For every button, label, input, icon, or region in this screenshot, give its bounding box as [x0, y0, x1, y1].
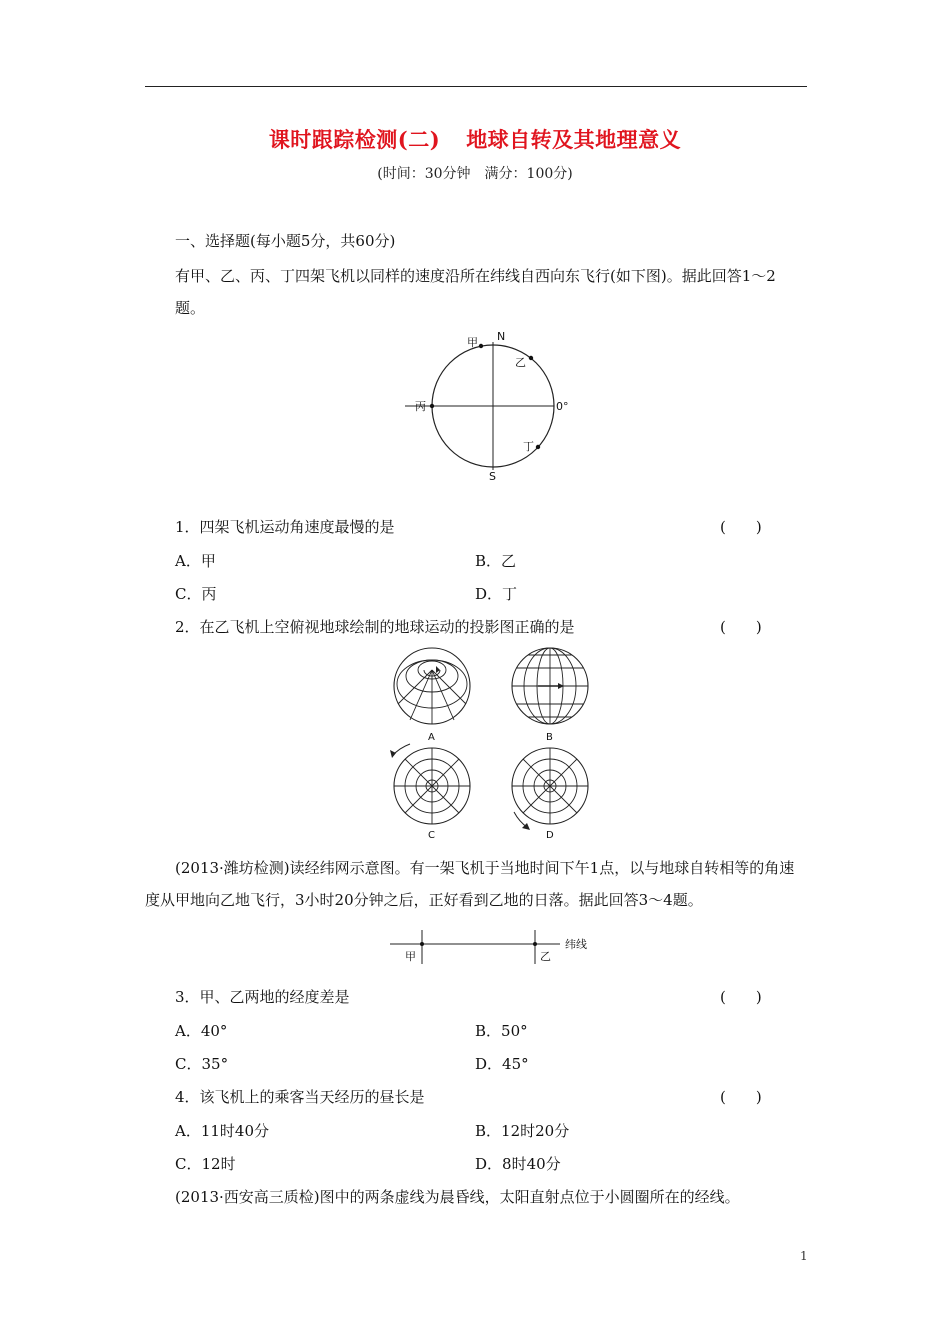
q1-option-a: A．甲: [175, 552, 216, 570]
label-north: N: [497, 330, 506, 343]
label-yi: 乙: [515, 356, 526, 369]
q4-answer-blank: ( ): [720, 1088, 762, 1106]
page-number: 1: [800, 1249, 808, 1263]
header-rule: [145, 86, 807, 87]
label-projection-b: B: [546, 732, 553, 743]
q4-option-b: B．12时20分: [475, 1122, 570, 1140]
intro-paragraph-2: (2013·潍坊检测)读经纬网示意图。有一架飞机于当地时间下午1点，以与地球自转相等的角速度从甲地向乙地飞行，3小时20分钟之后，正好看到乙地的日落。据此回答3～4题。: [145, 859, 795, 909]
label-projection-d: D: [546, 830, 554, 841]
point-yi: [533, 942, 537, 946]
title-part-2: 地球自转及其地理意义: [466, 127, 682, 152]
projection-d: [512, 748, 588, 830]
page-subtitle: (时间：30分钟 满分：100分): [377, 166, 573, 182]
label-jia: 甲: [467, 336, 478, 349]
point-jia: [420, 942, 424, 946]
label-south: S: [489, 470, 496, 483]
label-zero-degree: 0°: [556, 400, 569, 413]
title-part-1: 课时跟踪检测(二): [268, 127, 441, 152]
q1-stem: 1．四架飞机运动角速度最慢的是: [175, 518, 395, 536]
q3-answer-blank: ( ): [720, 988, 762, 1006]
q3-option-c: C．35°: [175, 1055, 229, 1073]
projection-b: [512, 648, 588, 724]
q4-stem: 4．该飞机上的乘客当天经历的昼长是: [175, 1088, 425, 1106]
label-jia: 甲: [405, 950, 416, 963]
q4-option-d: D．8时40分: [475, 1155, 561, 1173]
projection-a: [394, 648, 470, 724]
globe-figure: [405, 328, 590, 488]
q4-option-a: A．11时40分: [175, 1122, 270, 1140]
q1-answer-blank: ( ): [720, 518, 762, 536]
point-jia: [479, 344, 483, 348]
latitude-figure: [385, 926, 600, 966]
q1-option-d: D．丁: [475, 585, 518, 603]
point-bing: [430, 404, 434, 408]
point-yi: [529, 356, 533, 360]
page-title: [0, 124, 950, 154]
q4-option-c: C．12时: [175, 1155, 236, 1173]
intro-paragraph-1: 有甲、乙、丙、丁四架飞机以同样的速度沿所在纬线自西向东飞行(如下图)。据此回答1～2题。: [175, 267, 776, 317]
q2-stem: 2．在乙飞机上空俯视地球绘制的地球运动的投影图正确的是: [175, 618, 575, 636]
label-yi: 乙: [540, 950, 551, 963]
q3-option-d: D．45°: [475, 1055, 529, 1073]
q2-answer-blank: ( ): [720, 618, 762, 636]
label-bing: 丙: [415, 400, 426, 413]
projection-figure: [370, 644, 610, 844]
q3-option-b: B．50°: [475, 1022, 528, 1040]
label-projection-c: C: [428, 830, 435, 841]
q3-option-a: A．40°: [175, 1022, 228, 1040]
label-ding: 丁: [523, 440, 534, 453]
q3-stem: 3．甲、乙两地的经度差是: [175, 988, 350, 1006]
intro-paragraph-3: (2013·西安高三质检)图中的两条虚线为晨昏线，太阳直射点位于小圆圈所在的经线。: [175, 1188, 740, 1206]
label-projection-a: A: [428, 732, 435, 743]
q1-option-c: C．丙: [175, 585, 217, 603]
label-latitude: 纬线: [565, 938, 587, 951]
q1-option-b: B．乙: [475, 552, 517, 570]
projection-c: [390, 744, 470, 824]
point-ding: [536, 445, 540, 449]
section-heading: 一、选择题(每小题5分，共60分): [175, 232, 396, 250]
